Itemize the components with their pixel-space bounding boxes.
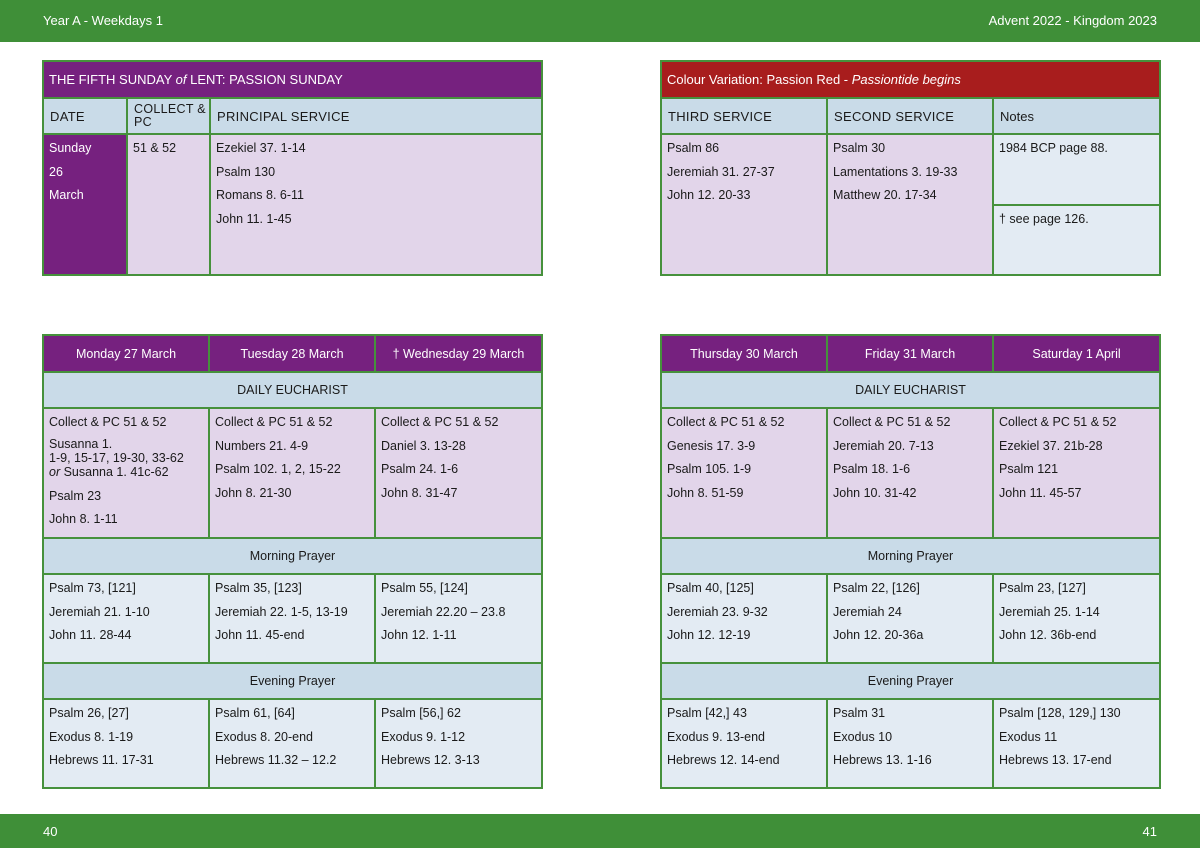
- evening-prayer-heading: Evening Prayer: [43, 663, 542, 699]
- evening-prayer-cell: [375, 699, 542, 788]
- header-left-text: Year A - Weekdays 1: [43, 13, 163, 28]
- reading-line: John 11. 45-end: [215, 628, 305, 642]
- reading-line: Collect & PC 51 & 52: [381, 415, 499, 429]
- reading-line: Hebrews 12. 14-end: [667, 753, 780, 767]
- morning-prayer-heading: Morning Prayer: [43, 538, 542, 574]
- header-right-text: Advent 2022 - Kingdom 2023: [988, 13, 1157, 28]
- reading-line: Jeremiah 23. 9-32: [667, 604, 768, 619]
- page-header-bar: [0, 0, 1200, 42]
- weekday-table-right: [660, 334, 1161, 789]
- reading-line: Jeremiah 22. 1-5, 13-19: [215, 604, 348, 619]
- evening-prayer-cell: [661, 699, 827, 788]
- eucharist-cell: [993, 408, 1160, 538]
- reading-line: Psalm 23, [127]: [999, 581, 1086, 595]
- evening-prayer-cell: [827, 699, 993, 788]
- reading-line: Daniel 3. 13-28: [381, 438, 466, 453]
- morning-prayer-cell: [993, 574, 1160, 663]
- reading-line: Psalm 105. 1-9: [667, 462, 752, 476]
- morning-prayer-cell: [375, 574, 542, 663]
- sunday-other-services-table: [660, 60, 1161, 276]
- collect-value: 51 & 52: [133, 141, 177, 155]
- weekday-table-left: [42, 334, 543, 789]
- colour-variation-banner: [661, 61, 1160, 98]
- date-column-header: DATE: [43, 98, 127, 134]
- reading-line: Exodus 8. 20-end: [215, 729, 313, 744]
- reading-line: Psalm [42,] 43: [667, 706, 747, 720]
- notes-cell: [993, 134, 1160, 205]
- evening-prayer-heading: Evening Prayer: [661, 663, 1160, 699]
- evening-prayer-cell: [43, 699, 209, 788]
- reading-line: Psalm 35, [123]: [215, 581, 302, 595]
- third-service-column-header: THIRD SERVICE: [661, 98, 827, 134]
- day-header: Tuesday 28 March: [209, 335, 375, 372]
- reading-line: Exodus 8. 1-19: [49, 729, 134, 744]
- note-line: 1984 BCP page 88.: [999, 141, 1108, 155]
- notes-column-header: Notes: [993, 98, 1160, 134]
- colour-variation-text: Colour Variation: Passion Red -: [667, 72, 852, 87]
- reading-line: Psalm 121: [999, 462, 1059, 476]
- reading-line: Matthew 20. 17-34: [833, 188, 937, 202]
- principal-service-cell: [210, 134, 542, 275]
- reading-line: Hebrews 11.32 – 12.2: [215, 753, 337, 767]
- eucharist-cell: [209, 408, 375, 538]
- reading-line: Jeremiah 24: [833, 604, 902, 619]
- reading-line: Exodus 11: [999, 729, 1058, 744]
- reading-line: Lamentations 3. 19-33: [833, 164, 958, 179]
- reading-line: Psalm [128, 129,] 130: [999, 706, 1121, 720]
- reading-line: Hebrews 13. 17-end: [999, 753, 1112, 767]
- reading-line: John 12. 20-36a: [833, 628, 924, 642]
- reading-line: Jeremiah 31. 27-37: [667, 164, 775, 179]
- notes-cell: [993, 205, 1160, 275]
- reading-line: John 8. 21-30: [215, 485, 292, 500]
- reading-line: Romans 8. 6-11: [216, 188, 305, 202]
- reading-line: Psalm 24. 1-6: [381, 462, 459, 476]
- sunday-title-pre: THE FIFTH SUNDAY: [49, 72, 176, 87]
- reading-line: John 11. 45-57: [999, 485, 1082, 500]
- morning-prayer-cell: [827, 574, 993, 663]
- reading-line: Psalm 30: [833, 141, 886, 155]
- morning-prayer-cell: [661, 574, 827, 663]
- reading-line: Ezekiel 37. 1-14: [216, 141, 306, 155]
- day-header: Friday 31 March: [827, 335, 993, 372]
- sunday-date-cell: [43, 134, 127, 275]
- day-header: Saturday 1 April: [993, 335, 1160, 372]
- reading-line: Psalm 73, [121]: [49, 581, 136, 595]
- reading-line: Ezekiel 37. 21b-28: [999, 438, 1103, 453]
- reading-line: John 12. 12-19: [667, 628, 751, 642]
- collect-column-header: COLLECT & PC: [127, 98, 210, 134]
- sunday-title-of: of: [175, 72, 187, 87]
- reading-line: Psalm 130: [216, 164, 276, 179]
- morning-prayer-cell: [209, 574, 375, 663]
- reading-line: Psalm 61, [64]: [215, 706, 295, 720]
- reading-line: Hebrews 11. 17-31: [49, 753, 154, 767]
- reading-line: Collect & PC 51 & 52: [999, 415, 1117, 429]
- reading-line: Psalm 18. 1-6: [833, 462, 911, 476]
- reading-line: Exodus 9. 13-end: [667, 729, 765, 744]
- eucharist-cell: [661, 408, 827, 538]
- date-line: 26: [49, 164, 63, 179]
- reading-line: Psalm 22, [126]: [833, 581, 920, 595]
- or-text: or: [49, 464, 61, 479]
- date-line: March: [49, 188, 84, 202]
- susanna-alt-reading: Susanna 1. 41c-62: [60, 464, 169, 479]
- eucharist-cell: [43, 408, 209, 538]
- reading-line: John 12. 1-11: [381, 628, 457, 642]
- reading-line: John 11. 1-45: [216, 211, 292, 226]
- susanna-reading: Susanna 1. 1-9, 15-17, 19-30, 33-62: [49, 436, 184, 465]
- reading-line: Exodus 9. 1-12: [381, 729, 466, 744]
- reading-line: Psalm [56,] 62: [381, 706, 461, 720]
- reading-line: Psalm 23: [49, 488, 102, 503]
- principal-service-column-header: PRINCIPAL SERVICE: [210, 98, 542, 134]
- evening-prayer-cell: [209, 699, 375, 788]
- evening-prayer-cell: [993, 699, 1160, 788]
- daily-eucharist-heading: DAILY EUCHARIST: [661, 372, 1160, 408]
- eucharist-cell: [827, 408, 993, 538]
- day-header: Monday 27 March: [43, 335, 209, 372]
- reading-line: Psalm 31: [833, 706, 886, 720]
- page-number-right: 41: [1142, 824, 1157, 839]
- reading-line: Jeremiah 21. 1-10: [49, 604, 150, 619]
- sunday-collect-cell: [127, 134, 210, 275]
- reading-line-multiline: [44, 435, 208, 485]
- third-service-cell: [661, 134, 827, 275]
- reading-line: Collect & PC 51 & 52: [833, 415, 951, 429]
- reading-line: John 12. 20-33: [667, 188, 751, 202]
- reading-line: Psalm 86: [667, 141, 720, 155]
- reading-line: Hebrews 13. 1-16: [833, 753, 932, 767]
- reading-line: Numbers 21. 4-9: [215, 438, 309, 453]
- reading-line: John 8. 31-47: [381, 485, 458, 500]
- date-line: Sunday: [49, 141, 92, 155]
- reading-line: Jeremiah 20. 7-13: [833, 438, 934, 453]
- sunday-principal-table: [42, 60, 543, 276]
- reading-line: Collect & PC 51 & 52: [667, 415, 785, 429]
- passiontide-text: Passiontide begins: [851, 72, 961, 87]
- reading-line: John 8. 51-59: [667, 485, 744, 500]
- reading-line: Jeremiah 25. 1-14: [999, 604, 1100, 619]
- sunday-title-post: LENT: PASSION SUNDAY: [186, 72, 343, 87]
- eucharist-cell: [375, 408, 542, 538]
- morning-prayer-cell: [43, 574, 209, 663]
- reading-line: John 11. 28-44: [49, 628, 132, 642]
- reading-line: Collect & PC 51 & 52: [215, 415, 333, 429]
- reading-line: John 12. 36b-end: [999, 628, 1097, 642]
- daily-eucharist-heading: DAILY EUCHARIST: [43, 372, 542, 408]
- reading-line: Psalm 102. 1, 2, 15-22: [215, 462, 341, 476]
- page-number-left: 40: [43, 824, 58, 839]
- reading-line: John 10. 31-42: [833, 485, 917, 500]
- reading-line: Hebrews 12. 3-13: [381, 753, 480, 767]
- reading-line: Psalm 26, [27]: [49, 706, 129, 720]
- reading-line: Jeremiah 22.20 – 23.8: [381, 604, 506, 619]
- reading-line: Psalm 55, [124]: [381, 581, 468, 595]
- reading-line: Psalm 40, [125]: [667, 581, 754, 595]
- reading-line: Exodus 10: [833, 729, 893, 744]
- day-header: Thursday 30 March: [661, 335, 827, 372]
- page-footer-bar: [0, 814, 1200, 848]
- second-service-cell: [827, 134, 993, 275]
- note-line: † see page 126.: [999, 212, 1089, 226]
- day-header: † Wednesday 29 March: [375, 335, 542, 372]
- reading-line: Collect & PC 51 & 52: [49, 415, 167, 429]
- sunday-title: [43, 61, 542, 98]
- morning-prayer-heading: Morning Prayer: [661, 538, 1160, 574]
- reading-line: Genesis 17. 3-9: [667, 438, 756, 453]
- second-service-column-header: SECOND SERVICE: [827, 98, 993, 134]
- reading-line: John 8. 1-11: [49, 512, 118, 526]
